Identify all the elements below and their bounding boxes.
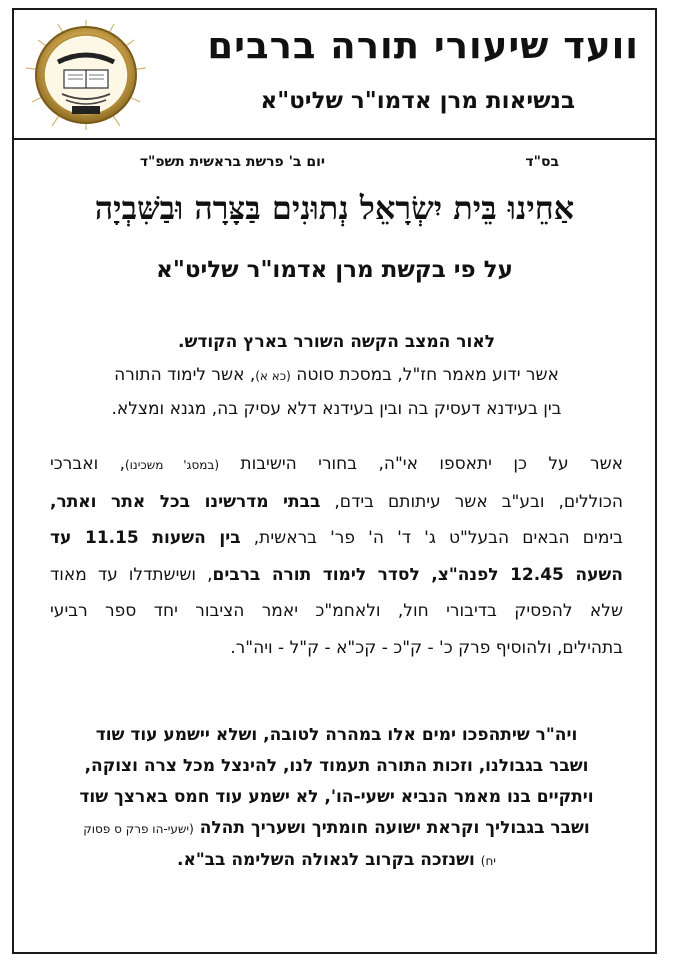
intro-line-2 bbox=[50, 359, 623, 393]
prayer-line-5 bbox=[50, 845, 623, 877]
paragraph-prayer bbox=[50, 720, 623, 877]
instr-line-4 bbox=[50, 557, 623, 594]
intro-line-2-ref: (כא א) bbox=[255, 369, 291, 383]
instr-line-4-b: , ושישתדלו עד מאוד bbox=[50, 564, 213, 585]
header bbox=[14, 10, 655, 140]
prayer-line-4 bbox=[50, 813, 623, 845]
paragraph-intro bbox=[50, 326, 623, 426]
organization-seal-icon bbox=[22, 18, 150, 132]
prayer-line-4-ref: (ישעי-הו פרק ס פסוק bbox=[83, 822, 194, 836]
instr-line-2-a: הכוללים, ובע"ב אשר עיתותם בידם, bbox=[320, 491, 623, 512]
bs-d-mark: בס"ד bbox=[525, 154, 559, 170]
intro-line-2-text-b: , אשר לימוד התורה bbox=[114, 365, 256, 385]
instr-line-3-b: בין השעות 11.15 עד bbox=[50, 528, 241, 548]
instr-line-3 bbox=[50, 520, 623, 557]
prayer-line-2: ושבר בגבולנו, וזכות התורה תעמוד לנו, להינצל מכל צרה וצוקה, bbox=[84, 756, 589, 776]
instr-line-5: שלא להפסיק בדיבורי חול, ולאחמ"כ יאמר הציבור יחד ספר רביעי bbox=[50, 601, 623, 621]
prayer-line-5-ref: יח) bbox=[480, 854, 496, 868]
instr-line-2-b: בבתי מדרשינו בכל אתר ואתר, bbox=[50, 491, 321, 512]
instr-line-1-ref: (במסג' משכינו) bbox=[124, 458, 220, 472]
notice-frame bbox=[12, 8, 657, 954]
instr-line-3-a: בימים הבאים הבעל"ט ג' ד' ה' פר' בראשית, bbox=[240, 528, 623, 548]
prayer-line-5-b: ושנזכה בקרוב לגאולה השלימה בב"א. bbox=[176, 850, 481, 870]
instr-line-1-a: אשר על כן יתאספו אי"ה, בחורי הישיבות bbox=[240, 454, 623, 474]
organization-title: וועד שיעורי תורה ברבים bbox=[207, 24, 639, 67]
instr-line-1-b: , ואברכי bbox=[50, 454, 125, 474]
instr-line-6: בתהילים, ולהוסיף פרק כ' - ק"כ - קכ"א - ק"ל - ויה"ר. bbox=[230, 637, 623, 658]
intro-line-2-text-a: אשר ידוע מאמר חז"ל, במסכת סוטה bbox=[296, 365, 559, 385]
prayer-line-3: ויתקיים בנו מאמר הנביא ישעי-הו', לא ישמע עוד חמס בארצך שוד bbox=[79, 787, 594, 807]
paragraph-instructions bbox=[50, 446, 623, 666]
request-line: על פי בקשת מרן אדמו"ר שליט"א bbox=[156, 257, 513, 283]
instr-line-4-a: השעה 12.45 לפנה"צ, לסדר לימוד תורה ברבים bbox=[212, 564, 623, 585]
meta-row bbox=[14, 154, 655, 176]
prayer-line-1: ויה"ר שיתהפכו ימים אלו במהרה לטובה, ושלא יישמע עוד שוד bbox=[95, 725, 578, 745]
instr-line-1 bbox=[50, 446, 623, 484]
intro-line-1: לאור המצב הקשה השורר בארץ הקודש. bbox=[177, 332, 495, 352]
headline: אַחֵינוּ בֵּית יִשְׂרָאֵל נְתוּנִים בַּצָּרָה וּבַשִּׁבְיָה bbox=[94, 189, 575, 227]
organization-subtitle: בנשיאות מרן אדמו"ר שליט"א bbox=[260, 88, 575, 114]
date-line: יום ב' פרשת בראשית תשפ"ד bbox=[139, 154, 325, 170]
instr-line-2 bbox=[50, 484, 623, 521]
prayer-line-4-a: ושבר בגבוליך וקראת ישועה חומתיך ושעריך תהלה bbox=[193, 818, 590, 838]
intro-line-3: בין בעידנא דעסיק בה ובין בעידנא דלא עסיק בה, מגנא ומצלא. bbox=[111, 399, 562, 419]
